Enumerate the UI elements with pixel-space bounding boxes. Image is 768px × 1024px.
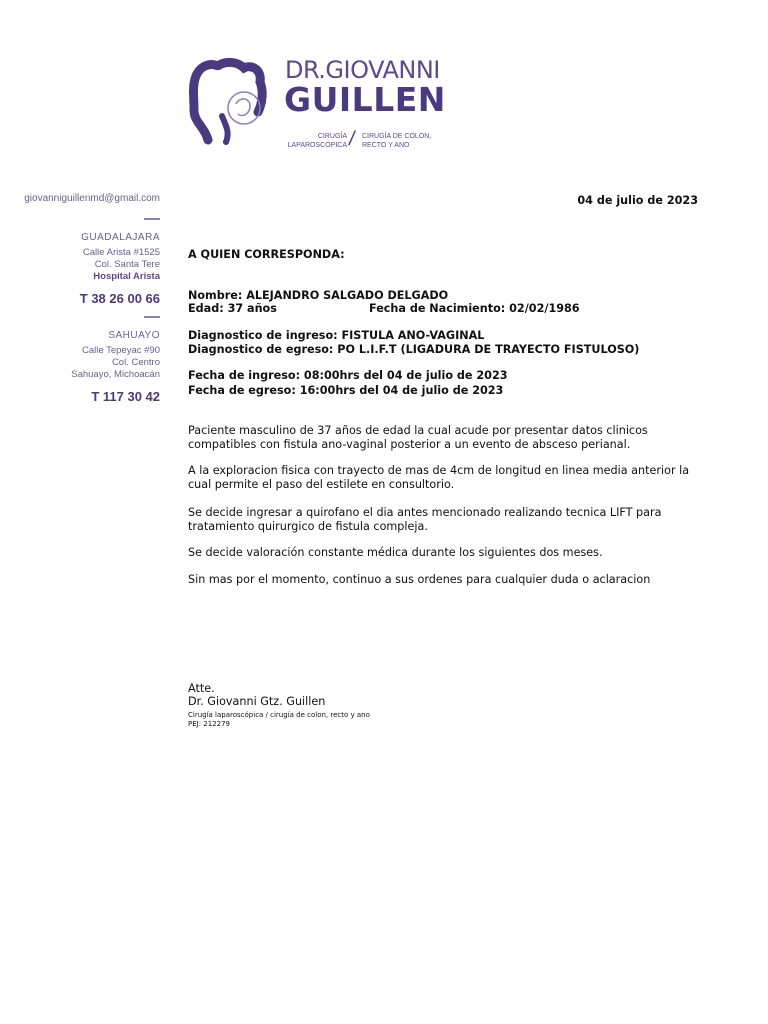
paragraph: A la exploracion fisica con trayecto de mas de 4cm de longitud en linea media anterior la cual permite el paso del estilete en consultorio. (188, 464, 690, 491)
office-address: Sahuayo, Michoacán (71, 369, 160, 380)
signer-title: Cirugía laparoscópica / cirugía de colon, recto y ano (188, 711, 370, 719)
diagnosis-discharge: Diagnostico de egreso: PO L.I.F.T (LIGADURA DE TRAYECTO FISTULOSO) (188, 343, 640, 356)
office-guadalajara (20, 232, 160, 306)
closing: Atte. (188, 682, 215, 695)
brand-name-line1: DR.GIOVANNI (285, 56, 440, 84)
office-sahuayo (20, 330, 160, 404)
brand-name-line2: GUILLEN (284, 80, 446, 119)
colon-logo-icon (186, 56, 268, 146)
tagline-right-2: RECTO Y ANO (362, 142, 410, 149)
divider (144, 316, 160, 318)
office-city: GUADALAJARA (81, 232, 160, 243)
patient-age: Edad: 37 años (188, 302, 277, 315)
paragraph: Se decide ingresar a quirofano el dia antes mencionado realizando tecnica LIFT para tratamiento quirurgico de fistula compleja. (188, 506, 662, 533)
contact-sidebar (20, 193, 160, 404)
letter-date: 04 de julio de 2023 (577, 194, 698, 207)
admission-date: Fecha de ingreso: 08:00hrs del 04 de julio de 2023 (188, 369, 508, 382)
office-address: Calle Arista #1525 (82, 247, 160, 258)
tagline-right-1: CIRUGÍA DE COLON, (362, 133, 432, 140)
tagline-left-2: LAPAROSCÓPICA (287, 142, 347, 149)
divider (144, 218, 160, 220)
office-address: Col. Centro (111, 357, 160, 368)
diagnosis-admission: Diagnostico de ingreso: FISTULA ANO-VAGINAL (188, 329, 485, 342)
signer-id: PEJ: 212279 (188, 720, 231, 728)
office-address: Calle Tepeyac #90 (82, 345, 160, 356)
office-address: Hospital Arista (93, 271, 160, 282)
discharge-date: Fecha de egreso: 16:00hrs del 04 de julio de 2023 (188, 384, 504, 397)
patient-birthdate: Fecha de Nacimiento: 02/02/1986 (369, 302, 580, 315)
paragraph: Se decide valoración constante médica durante los siguientes dos meses. (188, 546, 603, 559)
patient-name: Nombre: ALEJANDRO SALGADO DELGADO (188, 289, 449, 302)
brand-tagline-right (362, 132, 452, 150)
salutation: A QUIEN CORRESPONDA: (188, 248, 345, 261)
brand-tagline-left (285, 132, 347, 150)
paragraph: Sin mas por el momento, continuo a sus ordenes para cualquier duda o aclaracion (188, 573, 651, 586)
office-city: SAHUAYO (108, 330, 160, 341)
paragraph: Paciente masculino de 37 años de edad la cual acude por presentar datos clinicos compatibles con fistula ano-vaginal posterior a un evento de absceso perianal. (188, 424, 648, 451)
contact-email[interactable]: giovanniguillenmd@gmail.com (24, 193, 160, 204)
tagline-separator: / (347, 128, 357, 150)
office-phone: T 38 26 00 66 (79, 291, 160, 306)
tagline-left-1: CIRUGÍA (317, 133, 347, 140)
office-phone: T 117 30 42 (91, 389, 160, 404)
office-address: Col. Santa Tere (94, 259, 160, 270)
signer-name: Dr. Giovanni Gtz. Guillen (188, 695, 326, 708)
